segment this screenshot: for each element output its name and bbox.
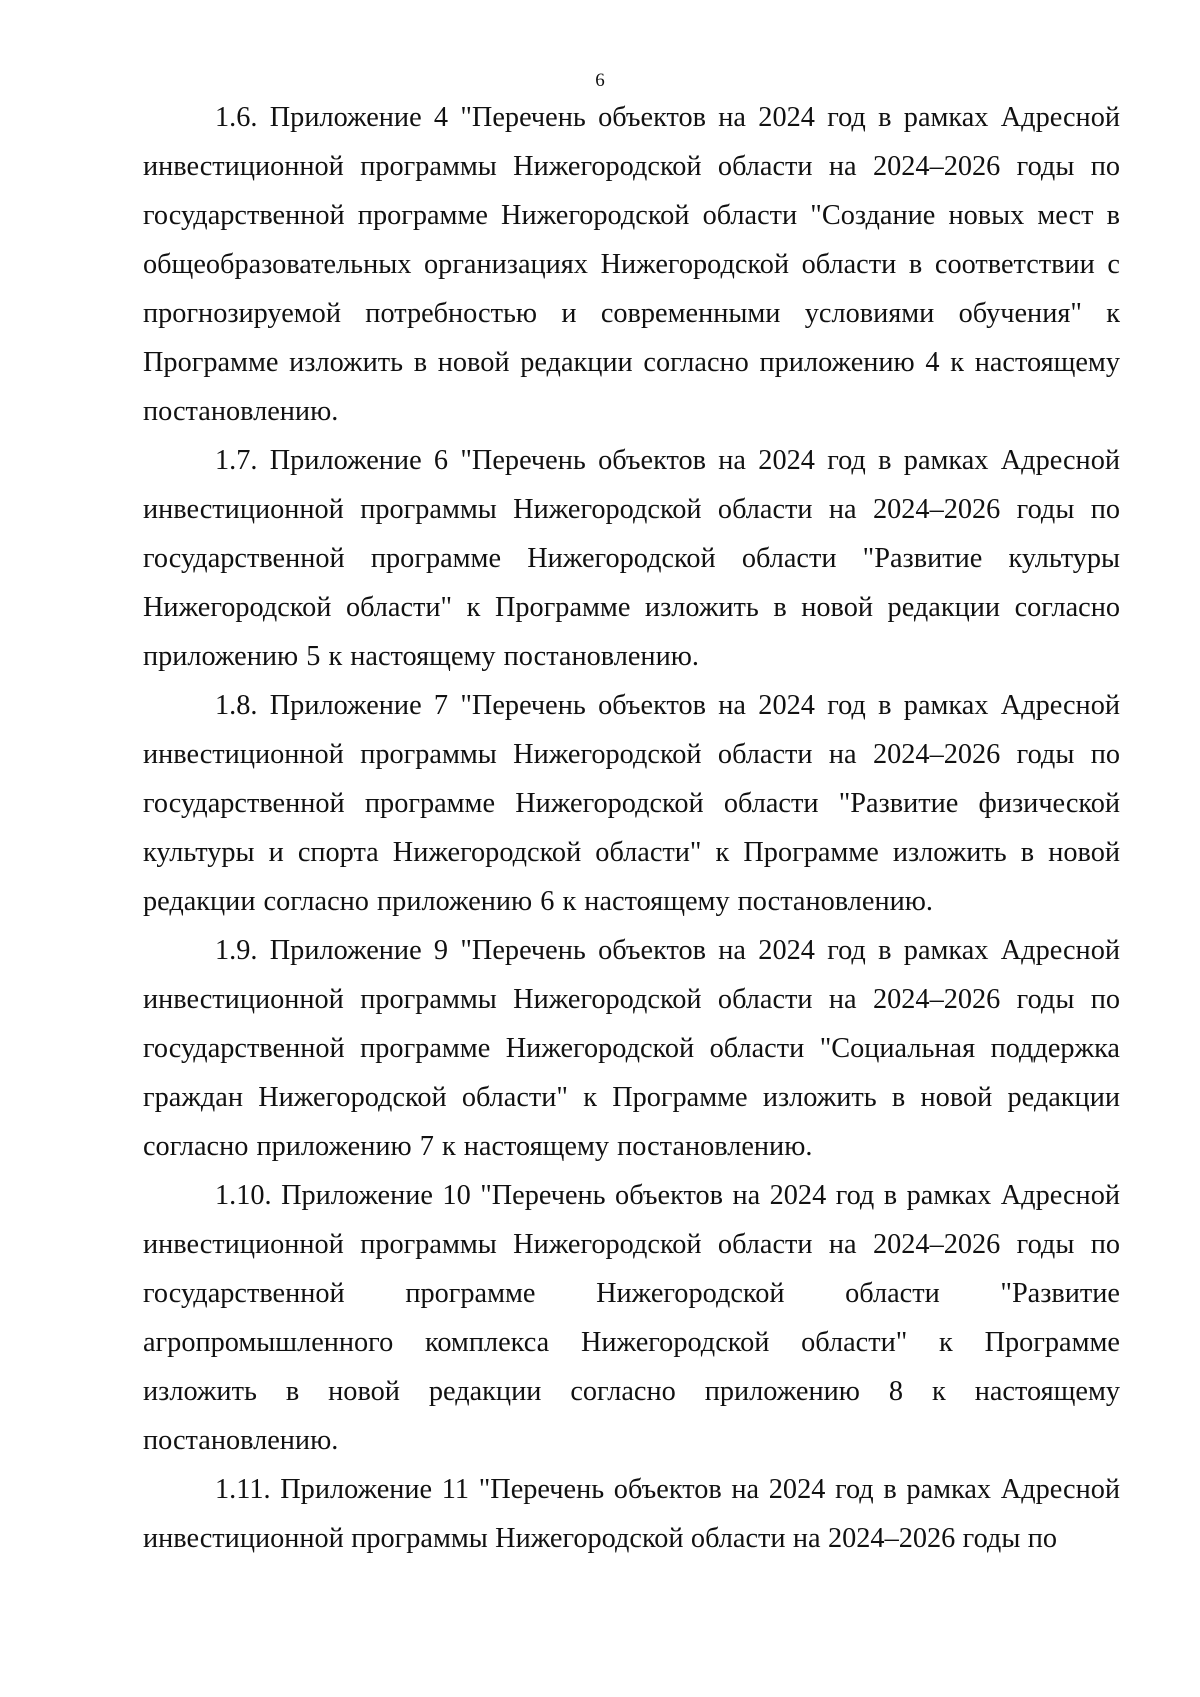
paragraph-1-11: 1.11. Приложение 11 "Перечень объектов на 2024 год в рамках Адресной инвестиционной программы Нижегородской области на 2024–2026 годы по bbox=[143, 1474, 1120, 1554]
paragraph-1-10: 1.10. Приложение 10 "Перечень объектов на 2024 год в рамках Адресной инвестиционной программы Нижегородской области на 2024–2026 годы по государственной программе Нижегородской области "Развитие агропромышленного комплекса Нижегородской области" к Программе изложить в новой редакции согласно приложению 8 к настоящему постановлению. bbox=[143, 1180, 1120, 1456]
page-number: 6 bbox=[595, 70, 605, 91]
paragraph-1-9: 1.9. Приложение 9 "Перечень объектов на 2024 год в рамках Адресной инвестиционной программы Нижегородской области на 2024–2026 годы по государственной программе Нижегородской области "Социальная поддержка граждан Нижегородской области" к Программе изложить в новой редакции согласно приложению 7 к настоящему постановлению. bbox=[143, 935, 1120, 1162]
document-body bbox=[143, 93, 1120, 1563]
paragraph-1-6: 1.6. Приложение 4 "Перечень объектов на 2024 год в рамках Адресной инвестиционной программы Нижегородской области на 2024–2026 годы по государственной программе Нижегородской области "Создание новых мест в общеобразовательных организациях Нижегородской области в соответствии с прогнозируемой потребностью и современными условиями обучения" к Программе изложить в новой редакции согласно приложению 4 к настоящему постановлению. bbox=[143, 102, 1120, 427]
paragraph-1-8: 1.8. Приложение 7 "Перечень объектов на 2024 год в рамках Адресной инвестиционной программы Нижегородской области на 2024–2026 годы по государственной программе Нижегородской области "Развитие физической культуры и спорта Нижегородской области" к Программе изложить в новой редакции согласно приложению 6 к настоящему постановлению. bbox=[143, 690, 1120, 917]
paragraph-1-7: 1.7. Приложение 6 "Перечень объектов на 2024 год в рамках Адресной инвестиционной программы Нижегородской области на 2024–2026 годы по государственной программе Нижегородской области "Развитие культуры Нижегородской области" к Программе изложить в новой редакции согласно приложению 5 к настоящему постановлению. bbox=[143, 445, 1120, 672]
